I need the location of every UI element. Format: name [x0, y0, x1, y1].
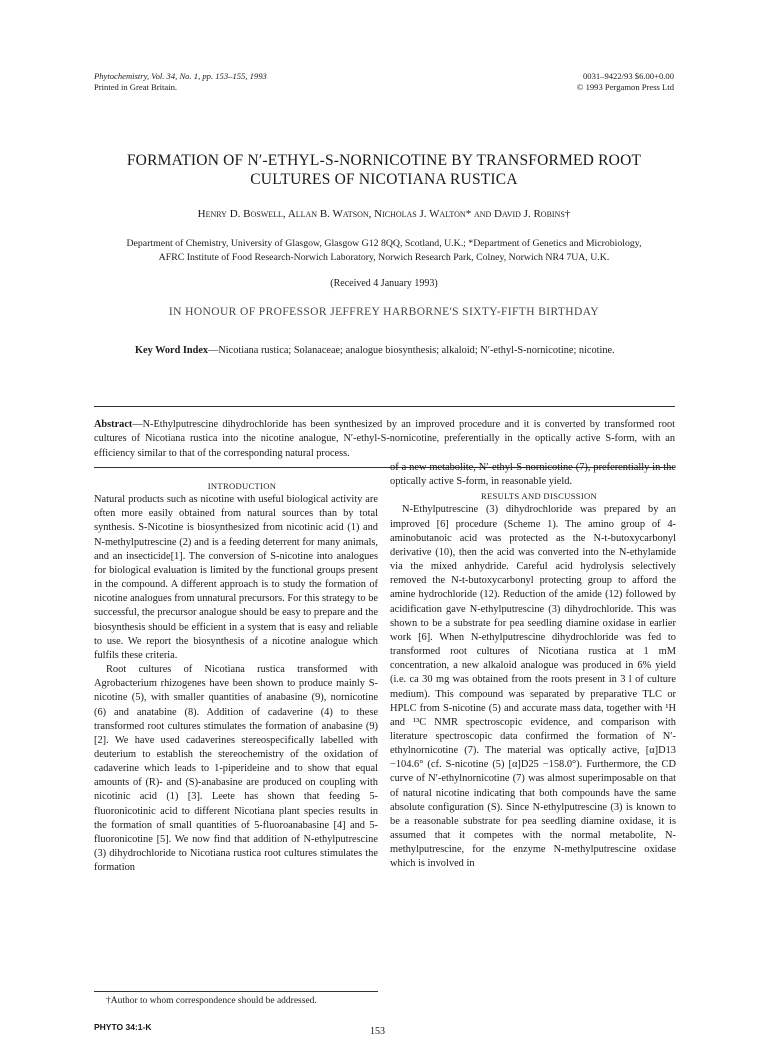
left-column	[94, 479, 378, 875]
journal-header-right	[577, 71, 674, 93]
footnote: †Author to whom correspondence should be addressed.	[106, 996, 317, 1006]
abstract-text: —N-Ethylputrescine dihydrochloride has been synthesized by an improved procedure and it is converted by transformed root cultures of Nicotiana rustica into the nicotine analogue, N′-ethyl-S-nornicotine, preferentially in the optically active S-form, with an efficiency similar to that of the corresponding natural process.	[94, 419, 675, 459]
intro-paragraph-2: Root cultures of Nicotiana rustica transformed with Agrobacterium rhizogenes have been shown to produce mainly S-nicotine (5), with smaller quantities of anabasine (9), nornicotine (6) and anatabine (8). Addition of cadaverine (4) to these transformed root cultures stimulates the formation of anabasine (9) [2]. We have used cadaverines stereospecifically labelled with deuterium to establish the stereochemistry of the oxidation of cadaverine which leads to 1-piperideine and to show that equal amounts of (R)- and (S)-anabasine are produced on coupling with nicotinic acid (1) [3]. Leete has shown that feeding 5-fluoronicotinic acid to different Nicotiana plant species results in the formation of small quantities of 5-fluoroanabasine [4] and 5-fluoronicotine [5]. We now find that addition of N-ethylputrescine (3) dihydrochloride to Nicotiana rustica root cultures stimulates the formation	[94, 664, 378, 874]
right-column	[390, 461, 676, 872]
title-line-1: FORMATION OF N′-ETHYL-S-NORNICOTINE BY TRANSFORMED ROOT	[126, 152, 642, 169]
results-heading: RESULTS AND DISCUSSION	[480, 491, 598, 502]
title-line-2: CULTURES OF NICOTIANA RUSTICA	[250, 171, 518, 188]
affiliation-line-1: Department of Chemistry, University of Glasgow, Glasgow G12 8QQ, Scotland, U.K.; *Department of Genetics and Microbiology,	[126, 238, 642, 249]
results-continuation: of a new metabolite, N′-ethyl-S-nornicotine (7), preferentially in the optically active S-form, in reasonable yield.	[390, 462, 676, 488]
results-paragraph-1: N-Ethylputrescine (3) dihydrochloride was prepared by an improved [6] procedure (Scheme 1). The amino group of 4-aminobutanoic acid was protected as the N-t-butoxycarbonyl derivative (10), then the acid was converted into the N-ethylamide via the mixed anhydride. Careful acid hydrolysis selectively removed the N-t-butoxycarbonyl protecting group to afford the amine hydrochloride (12). Reduction of the amide (12) followed by acidification gave N-ethylputrescine (3) dihydrochloride. This was shown to be a substrate for pea seedling diamine oxidase in earlier work [6]. When N-ethylputrescine dihydrochloride was fed to transformed root cultures of Nicotiana rustica at 1 mM concentration, a new alkaloid analogue was produced in 6% yield (i.e. ca 30 mg was obtained from the roots present in 3 l of culture medium). This compound was separated by preparative TLC or HPLC from S-nicotine (5) and accurate mass data, together with ¹H and ¹³C NMR spectroscopic evidence, and comparison with literature spectroscopic data confirmed the formation of N′-ethylnornicotine (7). The material was optically active, [α]D13 −104.6° (cf. S-nicotine (5) [α]D25 −158.0°). Furthermore, the CD curve of N′-ethylnornicotine (7) was almost superimposable on that of natural nicotine indicating that both compounds have the same absolute configuration (S). Since N-ethylputrescine (3) is known to be a reasonable substrate for pea seedling diamine oxidase, it is assumed that it competes with the normal metabolite, N-methylputrescine, for the enzyme N-methylputrescine oxidase which is involved in	[390, 504, 676, 870]
journal-header-left	[94, 71, 267, 93]
keyword-text: —Nicotiana rustica; Solanaceae; analogue biosynthesis; alkaloid; N′-ethyl-S-nornicotine; nicotine.	[208, 345, 615, 356]
keyword-label: Key Word Index	[135, 345, 209, 356]
introduction-heading: INTRODUCTION	[207, 481, 277, 491]
dedication: IN HONOUR OF PROFESSOR JEFFREY HARBORNE'S SIXTY-FIFTH BIRTHDAY	[168, 306, 600, 318]
phyto-code: PHYTO 34:1-K	[94, 1022, 152, 1032]
footnote-rule	[94, 991, 378, 992]
keyword-index	[135, 344, 635, 358]
received-date: (Received 4 January 1993)	[330, 278, 438, 289]
page-number: 153	[370, 1026, 385, 1037]
affiliation-line-2: AFRC Institute of Food Research-Norwich Laboratory, Norwich Research Park, Colney, Norwich NR4 7UA, U.K.	[158, 252, 610, 263]
abstract	[94, 418, 675, 461]
copyright-note: © 1993 Pergamon Press Ltd	[576, 82, 674, 92]
journal-citation: Phytochemistry, Vol. 34, No. 1, pp. 153–155, 1993	[94, 71, 267, 81]
author-list: Henry D. Boswell, Allan B. Watson, Nicholas J. Walton* and David J. Robins†	[197, 208, 571, 220]
abstract-top-rule	[94, 406, 675, 407]
printed-note: Printed in Great Britain.	[94, 82, 178, 92]
issn-code: 0031–9422/93 $6.00+0.00	[582, 71, 674, 81]
paper-title	[70, 151, 698, 189]
abstract-label: Abstract	[94, 419, 133, 430]
intro-paragraph-1: Natural products such as nicotine with useful biological activity are often more easily obtained from natural sources than by total synthesis. S-Nicotine is biosynthesized from nicotinic acid (1) and N-methylputrescine (2) and is a feeding deterrent for many animals, and an insecticide[1]. The conversion of S-nicotine into analogues for biological evaluation is limited by the functional groups present in the compound. A different approach is to study the formation of nicotine analogues from unnatural precursors. For this strategy to be successful, the precursor analogue should be easy to prepare and the biosynthesis should be efficient in a system that is easy and reliable to use. We report the biosynthesis of a nicotine analogue which fulfils these criteria.	[94, 494, 378, 661]
affiliations	[90, 237, 678, 265]
